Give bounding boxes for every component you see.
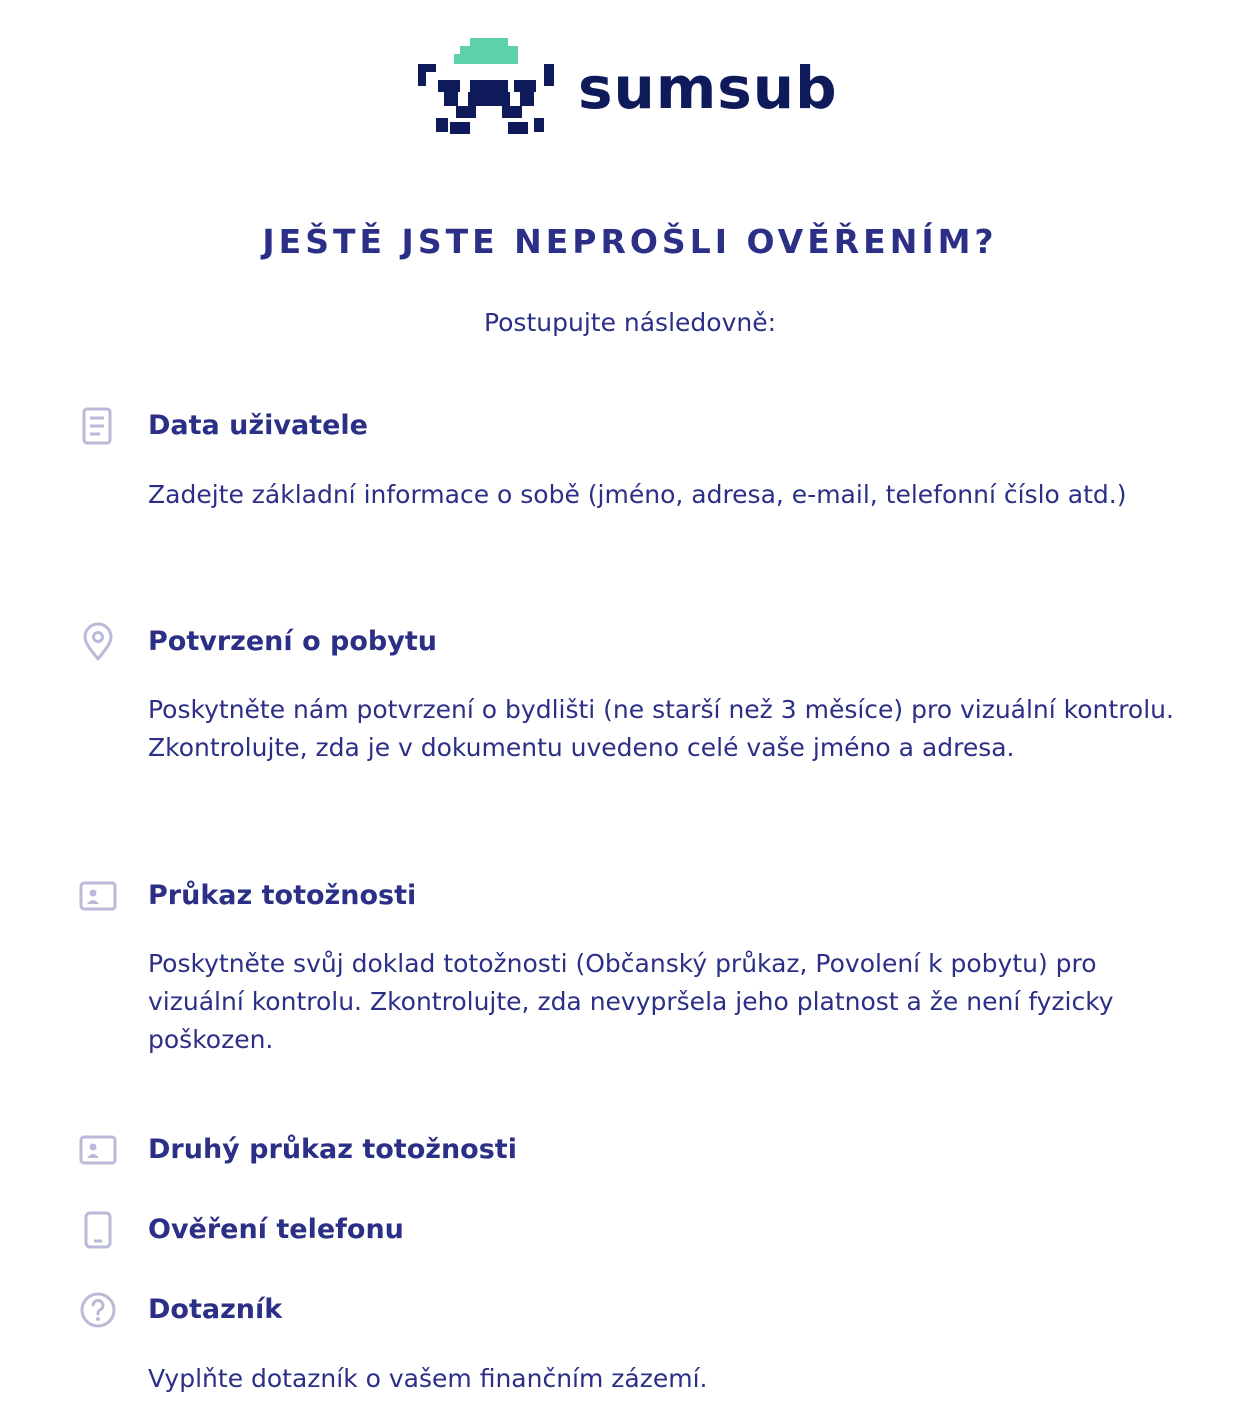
question-icon — [78, 1290, 118, 1330]
step-description-identity-document: Poskytněte svůj doklad totožnosti (Občanský průkaz, Povolení k pobytu) pro vizuální kontrolu. Zkontrolujte, zda nevypršela jeho platnost a že není fyzicky poškozen. — [148, 949, 1114, 1054]
step-description-questionnaire: Vyplňte dotazník o vašem finančním zázemí. — [148, 1364, 708, 1393]
sumsub-logo — [416, 36, 856, 140]
step-description-proof-of-residence: Poskytněte nám potvrzení o bydlišti (ne starší než 3 měsíce) pro vizuální kontrolu. Zkontrolujte, zda je v dokumentu uvedeno celé vaše jméno a adresa. — [148, 695, 1174, 762]
step-title-questionnaire: Dotazník — [148, 1294, 283, 1325]
logo-wordmark: sumsub — [578, 54, 838, 122]
page-title: JEŠTĚ JSTE NEPROŠLI OVĚŘENÍM? — [262, 222, 998, 261]
step-title-proof-of-residence: Potvrzení o pobytu — [148, 626, 437, 657]
step-title-identity-document: Průkaz totožnosti — [148, 880, 417, 911]
id-card-icon — [78, 876, 118, 916]
phone-icon — [78, 1210, 118, 1250]
location-pin-icon — [78, 622, 118, 662]
step-title-user-data: Data uživatele — [148, 410, 368, 441]
sumsub-logo-icon — [416, 36, 566, 140]
step-title-second-identity-document: Druhý průkaz totožnosti — [148, 1134, 517, 1165]
id-card-icon — [78, 1130, 118, 1170]
document-icon — [78, 406, 118, 446]
step-title-phone-verification: Ověření telefonu — [148, 1214, 404, 1245]
step-description-user-data: Zadejte základní informace o sobě (jméno, adresa, e-mail, telefonní číslo atd.) — [148, 480, 1127, 509]
page-subtitle: Postupujte následovně: — [483, 308, 777, 337]
